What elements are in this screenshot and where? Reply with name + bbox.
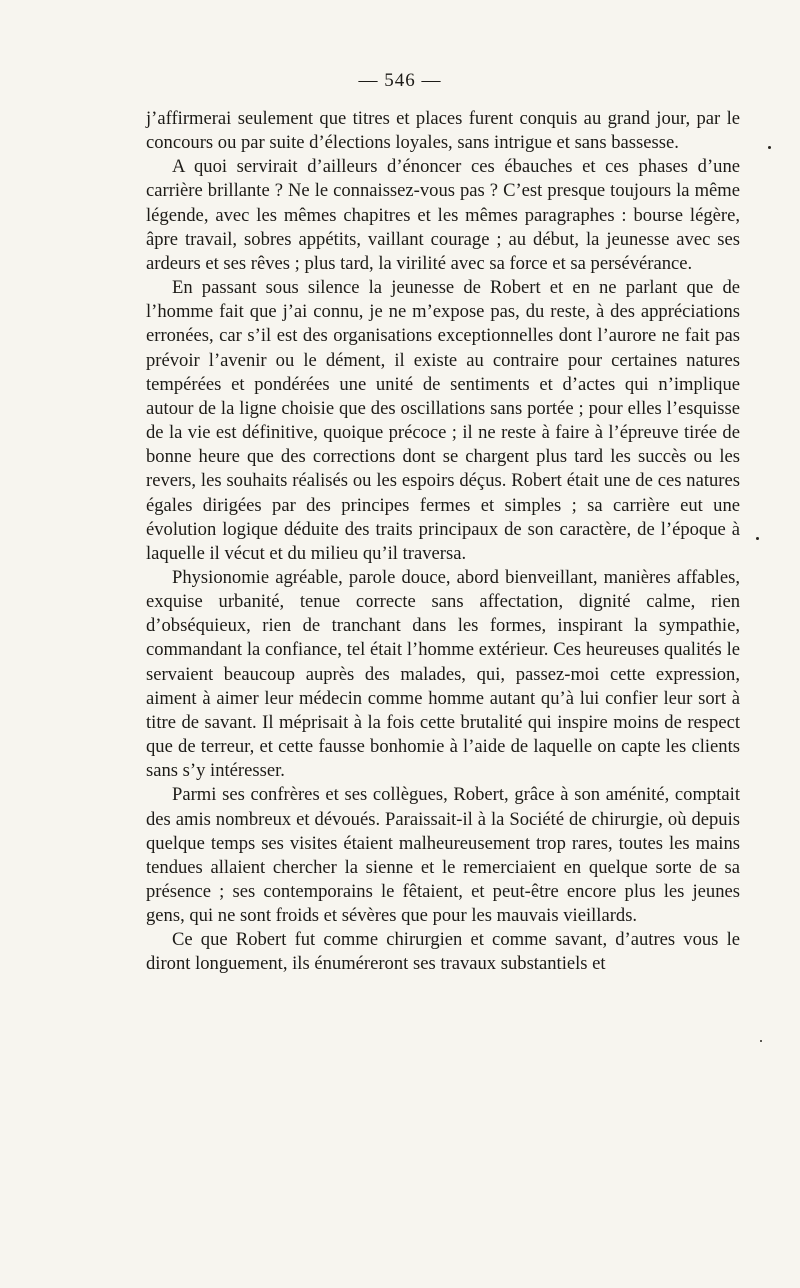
body-text: [146, 107, 740, 977]
ink-speck: [768, 146, 771, 149]
paragraph-5: Parmi ses confrères et ses collègues, Robert, grâce à son aménité, comptait des amis nombreux et dévoués. Paraissait-il à la Société de chirurgie, où depuis quelque temps ses visites étaient malheureusement trop rares, toutes les mains tendues allaient chercher la sienne et le remerciaient en quelque sorte de sa présence ; ses contemporains le fêtaient, et peut-être encore plus les jeunes gens, qui ne sont froids et sévères que pour les mauvais vieillards.: [146, 784, 740, 927]
page-number: — 546 —: [358, 70, 442, 91]
paragraph-3: En passant sous silence la jeunesse de Robert et en ne parlant que de l’homme fait que j’ai connu, je ne m’expose pas, du reste, à des appréciations erronées, car s’il est des organisations exceptionnelles dont l’aurore ne fait pas prévoir l’avenir ou le dément, il existe au contraire pour certaines natures tempérées et pondérées une unité de sentiments et d’actes qui n’implique autour de la ligne choisie que des oscillations sans portée ; pour elles l’esquisse de la vie est définitive, quoique précoce ; il ne reste à faire à l’épreuve tirée de bonne heure que des corrections dont se chargent plus tard les succès ou les revers, les souhaits réalisés ou les espoirs déçus. Robert était une de ces natures égales dirigées par des principes fermes et simples ; sa carrière eut une évolution logique déduite des traits principaux de son caractère, de l’époque à laquelle il vécut et du milieu qu’il traversa.: [146, 277, 740, 564]
paragraph-6: Ce que Robert fut comme chirurgien et comme savant, d’autres vous le diront longuement, ils énuméreront ses travaux substantiels et: [146, 929, 740, 975]
paragraph-2: A quoi servirait d’ailleurs d’énoncer ces ébauches et ces phases d’une carrière brillante ? Ne le connaissez-vous pas ? C’est presque toujours la même légende, avec les mêmes chapitres et les mêmes paragraphes : bourse légère, âpre travail, sobres appétits, vaillant courage ; au début, la jeunesse avec ses ardeurs et ses rêves ; plus tard, la virilité avec sa force et sa persévérance.: [146, 156, 740, 274]
paragraph-4: Physionomie agréable, parole douce, abord bienveillant, manières affables, exquise urbanité, tenue correcte sans affectation, dignité calme, rien d’obséquieux, rien de tranchant dans les formes, inspirant la sympathie, commandant la confiance, tel était l’homme extérieur. Ces heureuses qualités le servaient beaucoup auprès des malades, qui, passez-moi cette expression, aiment à aimer leur médecin comme homme autant qu’à lui confier leur sort à titre de savant. Il méprisait à la fois cette brutalité qui inspire moins de respect que de terreur, et cette fausse bonhomie à l’aide de laquelle on capte les clients sans s’y intéresser.: [146, 566, 740, 782]
ink-speck: [756, 537, 759, 540]
ink-speck: [760, 1040, 762, 1042]
paragraph-1: j’affirmerai seulement que titres et places furent conquis au grand jour, par le concours ou par suite d’élections loyales, sans intrigue et sans bassesse.: [146, 108, 740, 154]
